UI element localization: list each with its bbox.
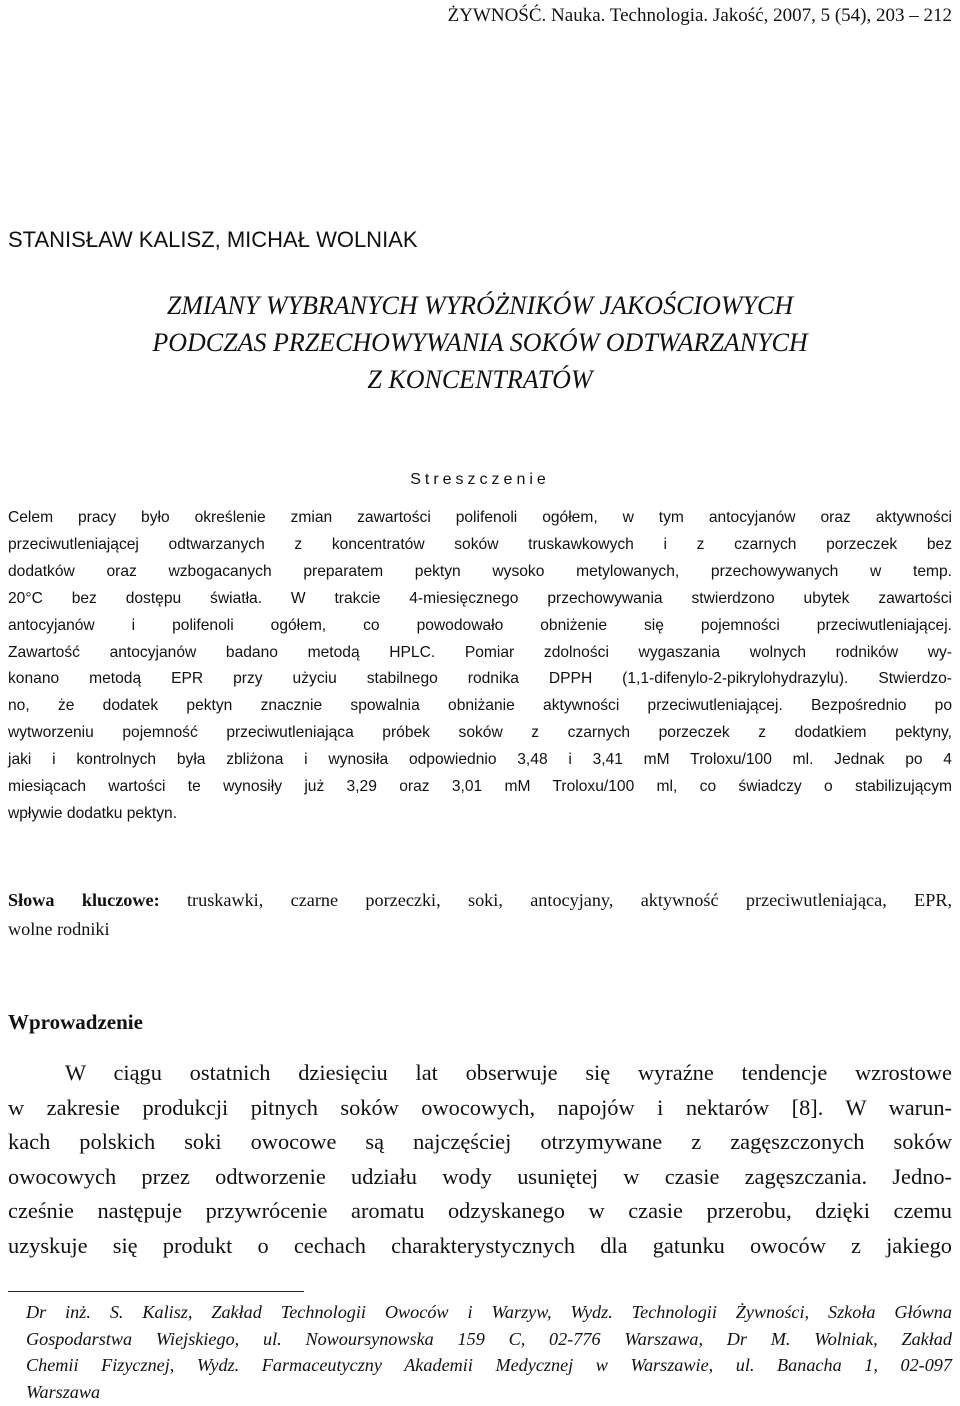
- running-head: ŻYWNOŚĆ. Nauka. Technologia. Jakość, 2007, 5 (54), 203 – 212: [447, 5, 952, 26]
- body-line: kach polskich soki owocowe są najczęściej otrzymywane z zagęszczonych soków: [8, 1129, 952, 1155]
- section-heading: Wprowadzenie: [8, 1010, 143, 1034]
- body-line: uzyskuje się produkt o cechach charakterystycznych dla gatunku owoców z jakiego: [8, 1232, 952, 1258]
- abstract: [8, 505, 952, 828]
- abstract-line: miesiącach wartości te wynosiły już 3,29 oraz 3,01 mM Troloxu/100 ml, co świadczy o stabilizującym: [8, 778, 952, 796]
- article-title: [8, 287, 952, 398]
- abstract-line: wytworzeniu pojemność przeciwutleniająca próbek soków z czarnych porzeczek z dodatkiem pektyny,: [8, 724, 952, 742]
- abstract-line: no, że dodatek pektyn znacznie spowalnia obniżanie aktywności przeciwutleniającej. Bezpośrednio po: [8, 697, 952, 715]
- authors: STANISŁAW KALISZ, MICHAŁ WOLNIAK: [8, 227, 418, 252]
- abstract-line: Zawartość antocyjanów badano metodą HPLC. Pomiar zdolności wygaszania wolnych rodników wy-: [8, 643, 952, 661]
- keywords-line: wolne rodniki: [8, 919, 110, 939]
- keywords: [8, 886, 952, 944]
- abstract-line: jaki i kontrolnych była zbliżona i wynosiła odpowiednio 3,48 i 3,41 mM Troloxu/100 ml. Jednak po 4: [8, 751, 952, 769]
- title-line: PODCZAS PRZECHOWYWANIA SOKÓW ODTWARZANYCH: [152, 328, 808, 357]
- footnote-line: Warszawa: [26, 1382, 101, 1403]
- body-line: cześnie następuje przywrócenie aromatu odzyskanego w czasie przerobu, dzięki czemu: [8, 1198, 952, 1224]
- abstract-line: wpływie dodatku pektyn.: [8, 804, 178, 822]
- keywords-line: [8, 886, 952, 915]
- abstract-line: Celem pracy było określenie zmian zawartości polifenoli ogółem, w tym antocyjanów oraz aktywności: [8, 509, 952, 526]
- footnote-line: Gospodarstwa Wiejskiego, ul. Nowoursynowska 159 C, 02-776 Warszawa, Dr M. Wolniak, Zakład: [26, 1328, 952, 1349]
- title-line: Z KONCENTRATÓW: [367, 365, 593, 394]
- keywords-label: Słowa kluczowe:: [8, 890, 160, 910]
- paper-page: [8, 0, 952, 1402]
- abstract-heading: Streszczenie: [410, 471, 550, 488]
- footnote-line: Chemii Fizycznej, Wydz. Farmaceutyczny Akademii Medycznej w Warszawie, ul. Banacha 1, 02-097: [26, 1355, 952, 1376]
- body-line: owocowych przez odtworzenie udziału wody usuniętej w czasie zagęszczania. Jedno-: [8, 1163, 952, 1189]
- footnote: [26, 1299, 952, 1406]
- abstract-line: dodatków oraz wzbogacanych preparatem pektyn wysoko metylowanych, przechowywanych w temp.: [8, 562, 952, 580]
- body-text: [8, 1056, 952, 1264]
- body-line: W ciągu ostatnich dziesięciu lat obserwuje się wyraźne tendencje wzrostowe: [65, 1060, 952, 1085]
- keywords-text: truskawki, czarne porzeczki, soki, antocyjany, aktywność przeciwutleniająca, EPR,: [187, 890, 952, 910]
- footnote-line: Dr inż. S. Kalisz, Zakład Technologii Owoców i Warzyw, Wydz. Technologii Żywności, Szkoła Główna: [26, 1302, 952, 1322]
- abstract-line: 20°C bez dostępu światła. W trakcie 4-miesięcznego przechowywania stwierdzono ubytek zawartości: [8, 589, 952, 607]
- abstract-line: przeciwutleniającej odtwarzanych z koncentratów soków truskawkowych i z czarnych porzeczek bez: [8, 535, 952, 553]
- body-line: w zakresie produkcji pitnych soków owocowych, napojów i nektarów [8]. W warun-: [8, 1094, 952, 1120]
- title-line: ZMIANY WYBRANYCH WYRÓŻNIKÓW JAKOŚCIOWYCH: [166, 291, 794, 320]
- abstract-line: antocyjanów i polifenoli ogółem, co powodowało obniżenie się pojemności przeciwutleniającej.: [8, 616, 952, 634]
- footnote-divider: [8, 1291, 304, 1292]
- abstract-line: konano metodą EPR przy użyciu stabilnego rodnika DPPH (1,1-difenylo-2-pikrylohydrazylu). Stwierdzo-: [8, 670, 952, 688]
